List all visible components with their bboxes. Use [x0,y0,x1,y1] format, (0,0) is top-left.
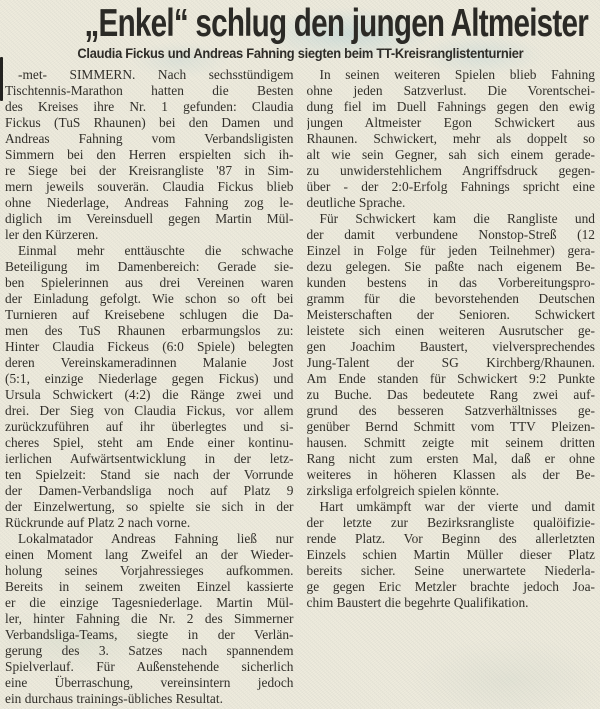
text-line: jungen Altmeister Egon Schwickert aus [306,115,595,130]
text-line: ler den Kürzeren. [5,227,99,242]
text-line: genüber Bernd Schmitt vom TTV Pleizen- [306,419,595,434]
text-line: Hinter Claudia Fickeus (6:0 Spiele) belegten [5,339,294,354]
subheadline [5,45,595,62]
text-line: Einmal mehr enttäuschte die schwache [18,243,294,258]
text-line: Rang nicht zum ersten Mal, daß er ohne [306,451,595,466]
text-line: (5:1, einzige Niederlage gegen Fickus) und [5,371,294,386]
text-line: grund des besseren Satzverhältnisses ge- [306,403,595,418]
text-line: Andreas Fahning vom Verbandsligisten [5,131,294,146]
text-line: der Einladung gefolgt. Wie schon so oft bei [5,291,294,306]
text-line: Turnieren auf Kreisebene schlugen die Da- [5,307,294,322]
text-line: chim Baustert die begehrte Qualifikation. [306,595,529,610]
text-line: Verbandsliga-Teams, siegte in der Verlän- [5,627,294,642]
text-line: Jung-Talent der SG Kirchberg/Rhaunen. [306,355,595,370]
text-line: der Damen-Verbandsliga noch auf Platz 9 [5,483,294,498]
paragraph-qualifikation [307,499,596,611]
text-line: kunden bestens in das Vorbereitungspro- [306,275,595,290]
paragraph-intro [5,67,294,243]
text-line: der Einzelwertung, so spielte sie sich in der [5,499,294,514]
text-line: einen Moment lang Zweifel an der Wieder- [5,547,294,562]
text-line: drei. Der Sieg von Claudia Fickus, vor allem [5,403,294,418]
headline [5,2,595,45]
text-line: ohne Niederlage, Andreas Fahning zog le- [5,195,294,210]
text-line: Am Ende standen für Schwickert 9:2 Punkte [306,371,595,386]
text-line: Einzel in Folge für jeden Teilnehmer) gera- [306,243,595,258]
left-column [5,67,294,707]
text-line: des Kreises ihre Nr. 1 gefunden: Claudia [5,99,294,114]
text-line: gerung des 3. Satzes nach spannendem [5,643,294,658]
text-line: alt wie sein Gegner, sah sich einem gerade- [306,147,595,162]
text-line: cheres Spiel, steht am Ende einer kontinu- [5,435,294,450]
text-line: diglich im Vereinsduell gegen Martin Mül- [5,211,294,226]
text-line: Simmern bei den Herren erspielten sich ih- [5,147,294,162]
paragraph-lokalmatador [5,531,294,707]
paragraph-fahning-spiele [307,67,596,211]
text-line: Rhaunen. Schwickert, mehr als doppelt so [306,131,595,146]
text-line: dung fiel im Duell Fahnings gegen den ewig [306,99,595,114]
text-line: zirksliga erfolgreich spielen könnte. [306,483,500,498]
text-line: ten Spielzeit: Stand sie nach der Vorrunde [5,467,294,482]
text-line: Meisterschaften der Senioren. Schwickert [306,307,595,322]
text-line: Spielverlauf. Für Außenstehende sicherlich [5,659,294,674]
text-line: Fickus (TuS Rhaunen) bei den Damen und [5,115,294,130]
text-line: eine Überraschung, vereinsintern jedoch [5,675,294,690]
text-line: holung seines Vorjahressieges aufkommen. [5,563,294,578]
text-line: In seinen weiteren Spielen blieb Fahning [319,67,595,82]
text-line: rende Platz. Vor Beginn des allerletzten [306,531,595,546]
text-line: mern jeweils souverän. Claudia Fickus blieb [5,179,294,194]
text-line: Ursula Schwickert (4:2) die Ränge zwei und [5,387,294,402]
text-line: Lokalmatador Andreas Fahning ließ nur [18,531,294,546]
text-line: er die einzige Tagesniederlage. Martin Mül- [5,595,294,610]
text-line: ge gegen Eric Metzler brachte jedoch Joa- [306,579,595,594]
text-line: zu unwiderstehlichem Angriffsdruck gegen- [306,163,595,178]
text-line: Tischtennis-Marathon hatten die Besten [5,83,294,98]
text-line: Rückrunde auf Platz 2 nach vorne. [5,515,191,530]
text-line: ohne jeden Satzverlust. Die Vorentschei- [306,83,595,98]
text-line: re Siege bei der Kreisrangliste '87 in Sim- [5,163,294,178]
subheadline-text: Claudia Fickus und Andreas Fahning siegten beim TT-Kreisranglistenturnier [77,45,523,61]
right-column [307,67,596,707]
text-line: Hart umkämpft war der vierte und damit [319,499,595,514]
article-body [5,67,595,707]
text-line: gen Joachim Baustert, vielversprechendes [306,339,595,354]
text-line: gramm für die bevorstehenden Deutschen [306,291,595,306]
text-line: leistete sich einen weiteren Ausrutscher ge- [306,323,595,338]
text-line: dezu gelegen. Sie paßte nach eigenem Be- [306,259,595,274]
text-line: ierlichen Aufwärtsentwicklung in der letz- [5,451,294,466]
text-line: zu Buche. Das bedeutete Rang zwei auf- [306,387,595,402]
text-line: bereits sicher. Seine unerwartete Niederla- [306,563,595,578]
text-line: ler, hinter Fahning die Nr. 2 des Simmerner [5,611,294,626]
text-line: weiteres in höheren Klassen als der Be- [306,467,595,482]
text-line: hausen. Schmitt zeigte mit seinem dritten [306,435,595,450]
text-line: der damit verbundene Nonstop-Streß (12 [306,227,595,242]
text-line: Einzels schien Martin Müller dieser Platz [306,547,595,562]
text-line: Bereits in seinem zweiten Einzel kassierte [5,579,294,594]
text-line: zurückzuführen auf ihr überlegtes und si- [5,419,294,434]
paragraph-damen [5,243,294,531]
text-line: der letzte zur Bezirksrangliste qualöifizie- [306,515,595,530]
text-line: ben Spielerinnen aus drei Vereinen waren [5,275,294,290]
text-line: Beteiligung im Damenbereich: Gerade sie- [5,259,294,274]
text-line: -met- SIMMERN. Nach sechsstündigem [18,67,294,82]
text-line: men des TuS Rhaunen erbarmungslos zu: [5,323,294,338]
text-line: ein durchaus trainings-übliches Resultat. [5,691,223,706]
text-line: deren Vereinskameradinnen Malanie Jost [5,355,294,370]
paragraph-schwickert [307,211,596,499]
text-line: deutliche Sprache. [306,195,406,210]
text-line: Für Schwickert kam die Rangliste und [319,211,595,226]
text-line: über - der 2:0-Erfolg Fahnings spricht eine [306,179,595,194]
scan-edge-mark [0,57,3,101]
headline-text: „Enkel“ schlug den jungen Altmeister [84,2,589,45]
